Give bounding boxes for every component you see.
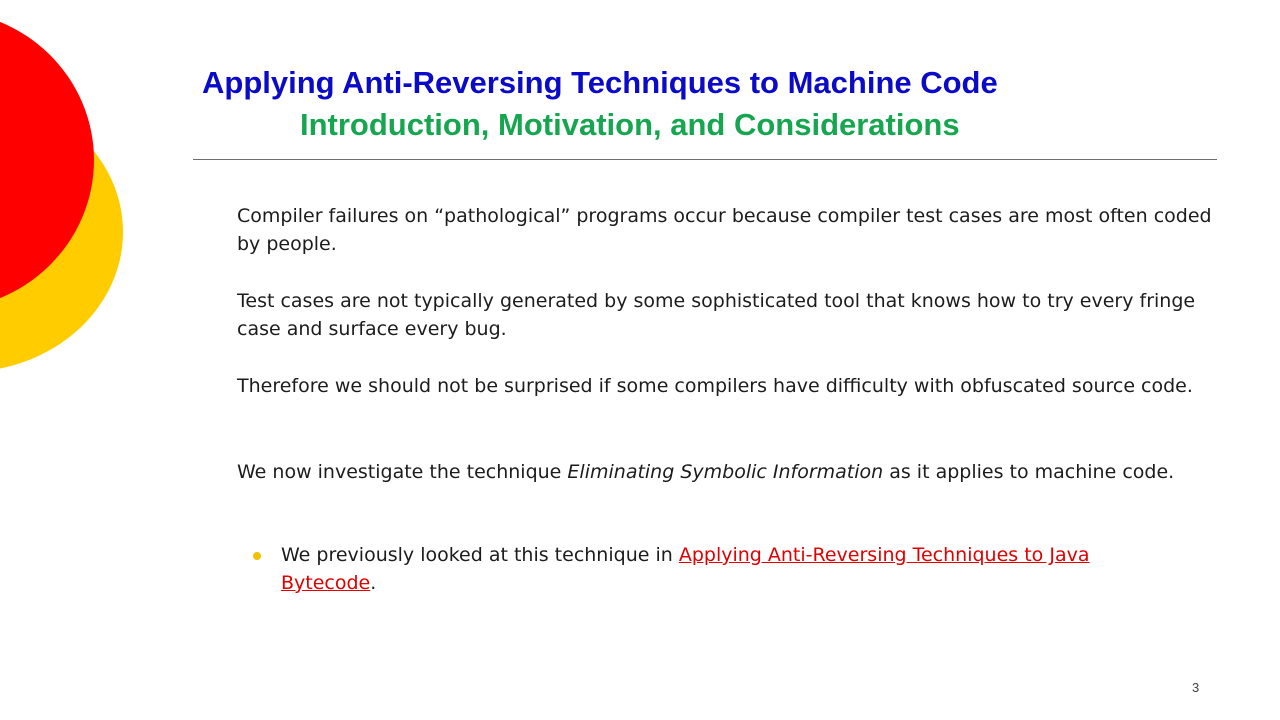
java-bytecode-link[interactable]: Applying Anti-Reversing Techniques to Java Bytecode (281, 544, 1090, 594)
bullet-text-before: We now investigate the technique (237, 461, 568, 483)
bullet-item (214, 372, 1224, 400)
slide-title: Applying Anti-Reversing Techniques to Machine Code (202, 65, 998, 100)
bullet-text (237, 458, 1224, 486)
bullet-item (214, 287, 1224, 343)
bullet-text: Therefore we should not be surprised if some compilers have difficulty with obfuscated source code. (237, 375, 1193, 397)
slide-subtitle: Introduction, Motivation, and Considerations (300, 107, 960, 142)
sub-bullet-text-after: . (370, 572, 377, 594)
sub-bullet-item (253, 541, 1153, 597)
bullet-item (214, 458, 1224, 486)
title-divider (193, 159, 1217, 160)
bullet-text: Test cases are not typically generated by some sophisticated tool that knows how to try every fringe case and surface every bug. (237, 290, 1196, 340)
sub-bullet-text-before: We previously looked at this technique in (281, 544, 679, 566)
sub-bullet-text (281, 541, 1153, 597)
bullet-text-after: as it applies to machine code. (883, 461, 1175, 483)
page-number: 3 (1192, 680, 1200, 695)
sub-bullet-dot-icon (253, 552, 261, 560)
decorative-circles (0, 0, 140, 400)
bullet-text: Compiler failures on “pathological” programs occur because compiler test cases are most often coded by people. (237, 205, 1212, 255)
bullet-item (214, 202, 1224, 258)
technique-name: Eliminating Symbolic Information (567, 461, 884, 483)
